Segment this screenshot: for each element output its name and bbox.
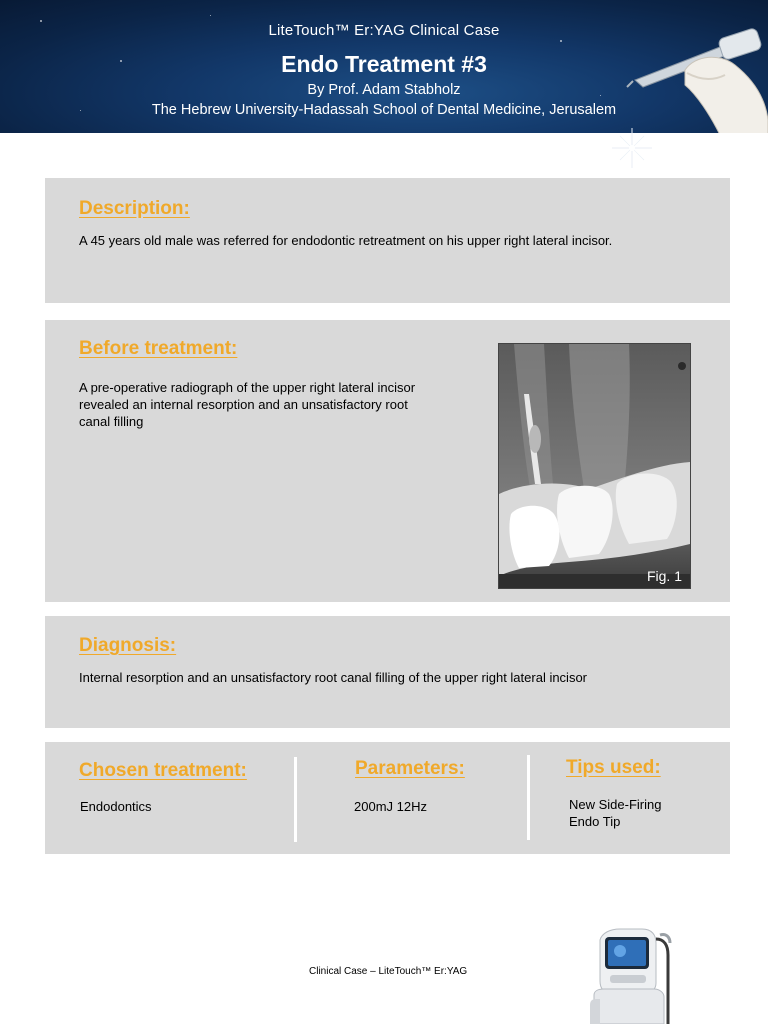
page-title: Endo Treatment #3 bbox=[281, 51, 487, 77]
institution-line: The Hebrew University-Hadassah School of Dental Medicine, Jerusalem bbox=[151, 102, 617, 118]
tips-line: Endo Tip bbox=[569, 814, 621, 829]
tips-value bbox=[569, 796, 661, 830]
figure-label: Fig. 1 bbox=[646, 568, 682, 584]
star-decoration bbox=[560, 40, 562, 42]
laser-device-icon bbox=[580, 925, 690, 1024]
description-text: A 45 years old male was referred for endodontic retreatment on his upper right lateral incisor. bbox=[79, 233, 613, 248]
diagnosis-heading: Diagnosis: bbox=[79, 635, 177, 656]
before-text-line: canal filling bbox=[79, 414, 144, 429]
before-treatment-heading: Before treatment: bbox=[79, 338, 238, 359]
lens-flare-icon bbox=[612, 128, 652, 168]
chosen-treatment-heading: Chosen treatment: bbox=[79, 760, 247, 781]
star-decoration bbox=[210, 15, 211, 16]
before-text-line: A pre-operative radiograph of the upper right lateral incisor bbox=[79, 380, 416, 395]
footer-text: Clinical Case – LiteTouch™ Er:YAG bbox=[309, 966, 468, 977]
radiograph-graphic bbox=[499, 344, 690, 588]
laser-handpiece-icon bbox=[625, 25, 768, 133]
column-divider bbox=[294, 757, 297, 842]
tips-line: New Side-Firing bbox=[569, 797, 662, 812]
header-banner bbox=[0, 0, 768, 133]
author-line: By Prof. Adam Stabholz bbox=[307, 82, 461, 98]
tips-heading: Tips used: bbox=[566, 757, 661, 778]
treatment-card bbox=[45, 742, 730, 854]
diagnosis-text: Internal resorption and an unsatisfactory root canal filling of the upper right lateral incisor bbox=[79, 670, 588, 685]
description-card bbox=[45, 178, 730, 303]
column-divider bbox=[527, 755, 530, 840]
before-text-line: revealed an internal resorption and an unsatisfactory root bbox=[79, 397, 408, 412]
diagnosis-card bbox=[45, 616, 730, 728]
case-label: LiteTouch™ Er:YAG Clinical Case bbox=[268, 22, 500, 39]
parameters-value: 200mJ 12Hz bbox=[354, 799, 427, 814]
xray-image bbox=[498, 343, 691, 589]
before-treatment-card bbox=[45, 320, 730, 602]
parameters-heading: Parameters: bbox=[355, 758, 465, 779]
before-treatment-text bbox=[79, 379, 415, 430]
chosen-treatment-value: Endodontics bbox=[80, 799, 152, 814]
description-heading: Description: bbox=[79, 198, 190, 219]
